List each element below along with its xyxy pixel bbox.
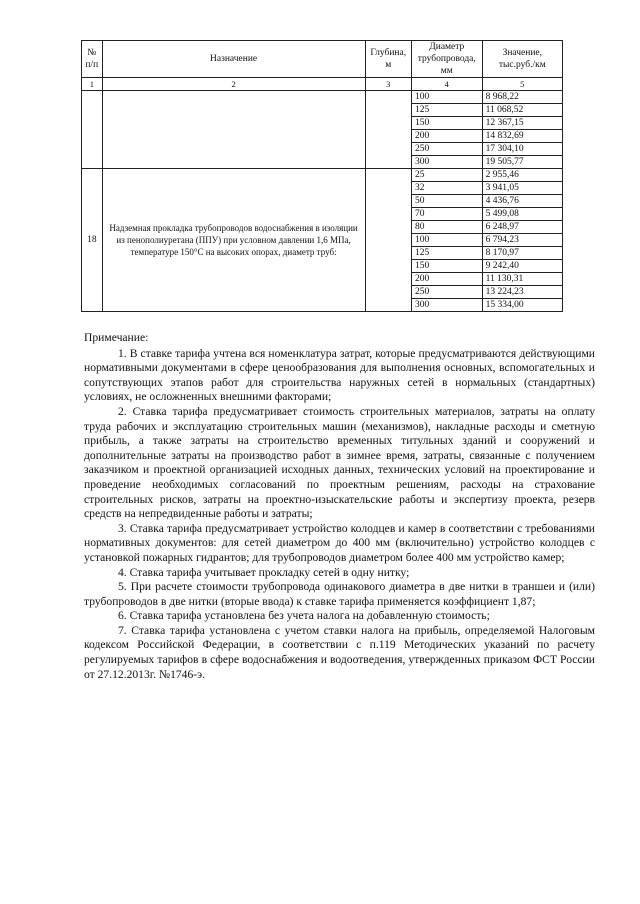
note-item: 6. Ставка тарифа установлена без учета налога на добавленную стоимость; xyxy=(118,609,490,623)
diameter-cell: 80 xyxy=(411,221,482,234)
header-num: № п/п xyxy=(82,41,103,78)
column-number: 2 xyxy=(102,78,365,91)
value-cell: 6 794,23 xyxy=(482,234,562,247)
diameter-cell: 32 xyxy=(411,182,482,195)
header-depth: Глубина, м xyxy=(365,41,411,78)
value-cell: 11 068,52 xyxy=(482,104,562,117)
diameter-cell: 250 xyxy=(411,286,482,299)
diameter-cell: 200 xyxy=(411,273,482,286)
column-number: 4 xyxy=(411,78,482,91)
row-number-cell: 18 xyxy=(82,169,103,312)
note-item: 3. Ставка тарифа предусматривает устройство колодцев и камер в соответствии с требованиями нормативных документов: для сетей диаметром до 400 мм (включительно) устройство колодцев с установкой пожарных гидрантов; для трубопроводов диаметром более 400 мм устройство камер; xyxy=(84,521,595,564)
value-cell: 13 224,23 xyxy=(482,286,562,299)
tariff-table xyxy=(81,40,563,312)
value-cell: 12 367,15 xyxy=(482,117,562,130)
column-number: 1 xyxy=(82,78,103,91)
value-cell: 19 505,77 xyxy=(482,156,562,169)
diameter-cell: 125 xyxy=(411,104,482,117)
value-cell: 8 968,22 xyxy=(482,91,562,104)
value-cell: 4 436,76 xyxy=(482,195,562,208)
value-cell: 2 955,46 xyxy=(482,169,562,182)
table-row xyxy=(82,91,563,104)
diameter-cell: 300 xyxy=(411,299,482,312)
depth-cell xyxy=(365,169,411,312)
note-item: 5. При расчете стоимости трубопровода одинакового диаметра в две нитки в траншеи и (или) трубопроводов в две нитки (вторые ввода) к ставке тарифа применяется коэффициент 1,87; xyxy=(84,580,595,608)
value-cell: 14 832,69 xyxy=(482,130,562,143)
header-value: Значение, тыс.руб./км xyxy=(482,41,562,78)
header-diameter: Диаметр трубопровода, мм xyxy=(411,41,482,78)
value-cell: 3 941,05 xyxy=(482,182,562,195)
diameter-cell: 100 xyxy=(411,91,482,104)
note-item: 4. Ставка тарифа учитывает прокладку сетей в одну нитку; xyxy=(118,565,410,579)
value-cell: 17 304,10 xyxy=(482,143,562,156)
column-number-row xyxy=(82,78,563,91)
value-cell: 15 334,00 xyxy=(482,299,562,312)
note-item: 2. Ставка тарифа предусматривает стоимость строительных материалов, затраты на оплату труда рабочих и эксплуатацию строительных машин (механизмов), накладные расходы и сметную прибыль, а также затраты на строительство временных титульных зданий и сооружений и дополнительные затраты на производство работ в зимнее время, затраты, связанные с получением заказчиком и проектной организацией исходных данных, технических условий на проектирование и проведение необходимых согласований по проектным решениям, расходы на страхование строительных рисков, затраты на проектно-изыскательские работы и экспертизу проекта, резерв средств на непредвиденные работы и затраты; xyxy=(84,404,595,521)
note-item: 1. В ставке тарифа учтена вся номенклатура затрат, которые предусматриваются действующими нормативными документами в сфере ценообразования для выполнения основных, вспомогательных и сопутствующих этапов работ для строительства наружных сетей в нормальных (стандартных) условиях, не осложненных внешними факторами; xyxy=(84,346,595,404)
purpose-cell xyxy=(102,91,365,169)
value-cell: 8 170,97 xyxy=(482,247,562,260)
value-cell: 5 499,08 xyxy=(482,208,562,221)
diameter-cell: 70 xyxy=(411,208,482,221)
note-item: 7. Ставка тарифа установлена с учетом ставки налога на прибыль, определяемой Налоговым кодексом Российской Федерации, в соответствии с п.119 Методических указаний по расчету регулируемых тарифов в сфере водоснабжения и водоотведения, утвержденных приказом ФСТ России от 27.12.2013г. №1746-э. xyxy=(84,623,595,681)
table-header-row xyxy=(82,41,563,78)
depth-cell xyxy=(365,91,411,169)
diameter-cell: 250 xyxy=(411,143,482,156)
table-row xyxy=(82,169,563,182)
diameter-cell: 50 xyxy=(411,195,482,208)
value-cell: 9 242,40 xyxy=(482,260,562,273)
diameter-cell: 300 xyxy=(411,156,482,169)
row-number-cell xyxy=(82,91,103,169)
value-cell: 11 130,31 xyxy=(482,273,562,286)
diameter-cell: 100 xyxy=(411,234,482,247)
column-number: 3 xyxy=(365,78,411,91)
purpose-cell: Надземная прокладка трубопроводов водоснабжения в изоляции из пенополиуретана (ППУ) при условном давлении 1,6 МПа, температуре 150°С на высоких опорах, диаметр труб: xyxy=(102,169,365,312)
header-purpose: Назначение xyxy=(102,41,365,78)
notes-section xyxy=(84,331,595,682)
diameter-cell: 25 xyxy=(411,169,482,182)
column-number: 5 xyxy=(482,78,562,91)
diameter-cell: 200 xyxy=(411,130,482,143)
diameter-cell: 125 xyxy=(411,247,482,260)
diameter-cell: 150 xyxy=(411,117,482,130)
value-cell: 6 248,97 xyxy=(482,221,562,234)
notes-title: Примечание: xyxy=(84,331,149,344)
diameter-cell: 150 xyxy=(411,260,482,273)
